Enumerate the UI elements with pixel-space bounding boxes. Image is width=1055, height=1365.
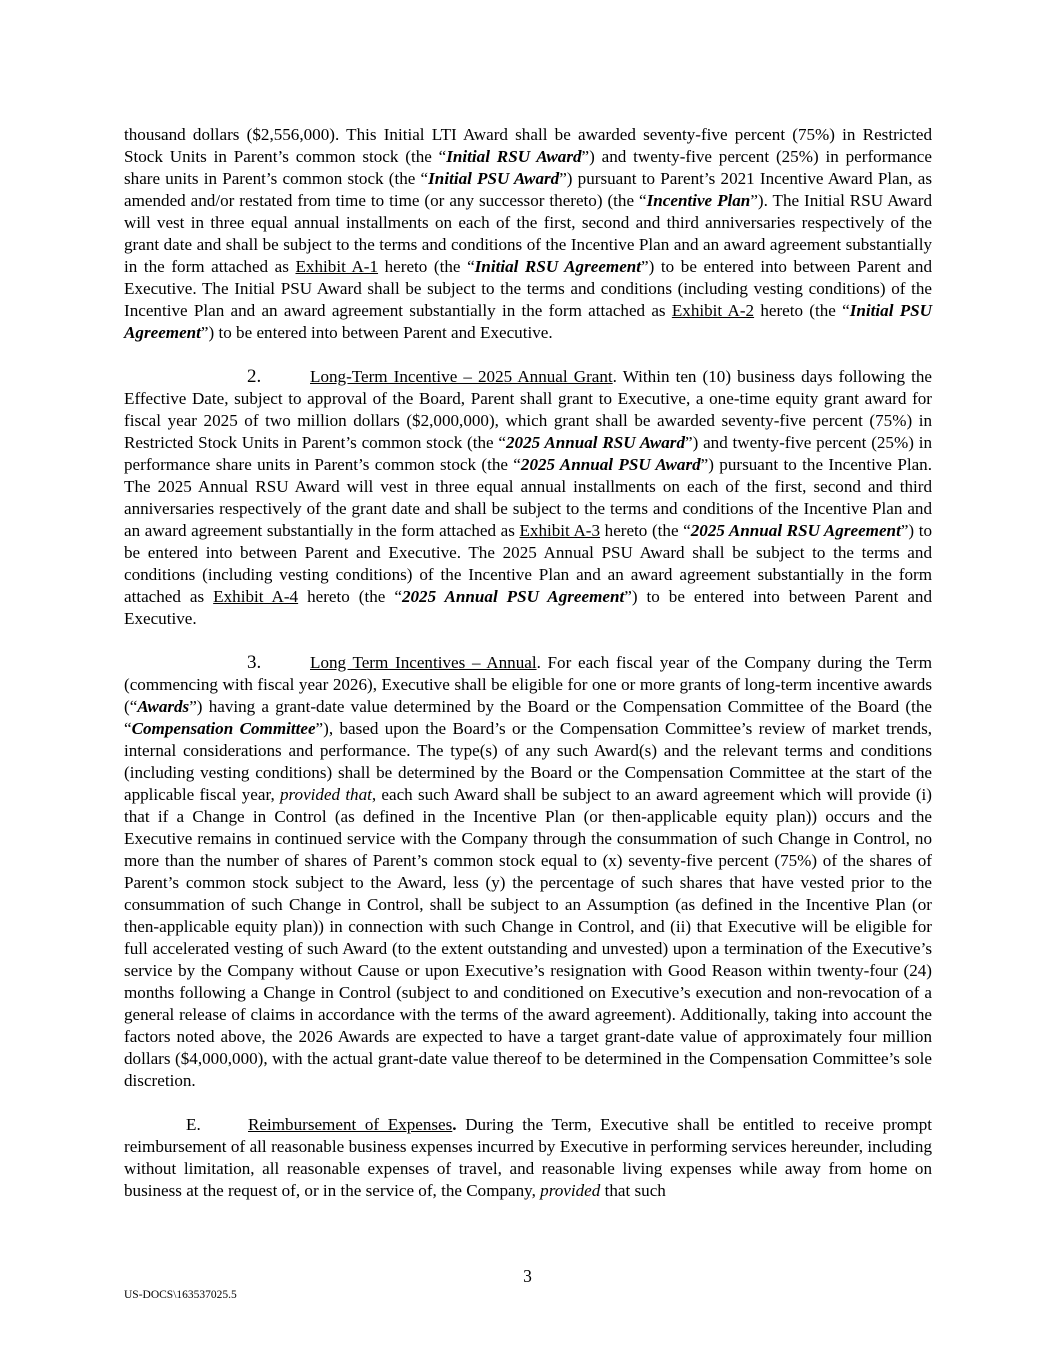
text-run: ”) to be entered into between Parent and Executive. The Initial PSU Award shall be subject to the terms and conditions (including vesting conditions) of the Incentive Plan and an award agreement substantially in the form attached as — [124, 257, 932, 320]
defined-term: Initial PSU Agreement — [124, 301, 932, 342]
italic-term: provided — [540, 1181, 601, 1200]
defined-term: Initial RSU Agreement — [474, 257, 642, 276]
text-run: ”) and twenty-five percent (25%) in performance share units in Parent’s common stock (the “ — [124, 433, 932, 474]
exhibit-reference: Exhibit A-3 — [519, 521, 601, 540]
text-run: ”) to be entered into between Parent and Executive. The 2025 Annual PSU Award shall be subject to the terms and conditions (including vesting conditions) of the Incentive Plan and an award agreement substantially in the form attached as — [124, 521, 933, 606]
defined-term: 2025 Annual RSU Award — [505, 433, 686, 452]
document-id: US-DOCS\163537025.5 — [124, 1289, 237, 1301]
page-body — [124, 124, 932, 1202]
text-run: ”) and twenty-five percent (25%) in performance share units in Parent’s common stock (the “ — [124, 147, 932, 188]
defined-term: Compensation Committee — [131, 719, 316, 738]
section-heading: Reimbursement of Expenses — [248, 1115, 453, 1134]
heading-period: . — [452, 1115, 457, 1134]
exhibit-reference: Exhibit A-2 — [671, 301, 755, 320]
section-heading: Long-Term Incentive – 2025 Annual Grant — [310, 367, 613, 386]
defined-term: 2025 Annual PSU Award — [520, 455, 701, 474]
section-annual-incentives — [124, 652, 932, 1092]
text-run: hereto (the “ — [298, 587, 402, 606]
section-number: 2. — [247, 366, 262, 387]
text-run: ”) to be entered into between Parent and Executive. — [200, 323, 553, 342]
section-2025-annual-grant — [124, 366, 932, 630]
text-run: During the Term, Executive shall be entitled to receive prompt reimbursement of all reasonable business expenses incurred by Executive in performing services hereunder, including without limitation, all reasonable expenses of travel, and reasonable living expenses while away from home on business at the request of, or in the service of, the Company, — [124, 1115, 932, 1200]
paragraph-initial-lti-award — [124, 124, 932, 344]
text-run: thousand dollars ($2,556,000). This Initial LTI Award shall be awarded seventy-five percent (75%) in Restricted Stock Units in Parent’s common stock (the “ — [124, 125, 932, 166]
text-run: hereto (the “ — [754, 301, 850, 320]
section-letter: E. — [186, 1115, 201, 1134]
text-run: ”) pursuant to Parent’s 2021 Incentive Award Plan, as amended and/or restated from time to time (or any successor thereto) (the “ — [124, 169, 933, 210]
defined-term: Initial PSU Award — [428, 169, 560, 188]
exhibit-reference: Exhibit A-1 — [295, 257, 379, 276]
section-reimbursement-of-expenses — [124, 1114, 932, 1202]
text-run: that such — [600, 1181, 666, 1200]
page-number: 3 — [523, 1266, 532, 1286]
text-run: hereto (the “ — [378, 257, 475, 276]
defined-term: Initial RSU Award — [446, 147, 582, 166]
italic-term: provided that — [279, 785, 372, 804]
section-number: 3. — [247, 652, 262, 673]
text-run: , each such Award shall be subject to an award agreement which will provide (i) that if a Change in Control (as defined in the Incentive Plan (or then-applicable equity plan)) occurs and the Executive remains in continued service with the Company through the consummation of such Change in Control, no more than the number of shares of Parent’s common stock equal to (x) seventy-five percent (75%) of the shares of Parent’s common stock subject to the Award, less (y) the percentage of such shares that have vested prior to the consummation of such Change in Control, shall be subject to an Assumption (as defined in the Incentive Plan (or then-applicable equity plan)) in connection with such Change in Control, and (ii) that Executive will be eligible for full accelerated vesting of such Award (to the extent outstanding and unvested) upon a termination of the Executive’s service by the Company without Cause or upon Executive’s resignation with Good Reason within twenty-four (24) months following a Change in Control (subject to and conditioned on Executive’s execution and non-revocation of a general release of claims in accordance with the terms of the award agreement). Additionally, taking into account the factors noted above, the 2026 Awards are expected to have a target grant-date value of approximately four million dollars ($4,000,000), with the actual grant-date value thereof to be determined in the Compensation Committee’s sole discretion. — [124, 785, 932, 1090]
text-run: ”). The Initial RSU Award will vest in three equal annual installments on each of the first, second and third anniversaries respectively of the grant date and shall be subject to the terms and conditions of the Incentive Plan and an award agreement substantially in the form attached as — [124, 191, 933, 276]
defined-term: 2025 Annual PSU Agreement — [401, 587, 625, 606]
section-heading: Long Term Incentives – Annual — [310, 653, 537, 672]
defined-term: 2025 Annual RSU Agreement — [690, 521, 901, 540]
defined-term: Awards — [137, 697, 190, 716]
text-run: . Within ten (10) business days following the Effective Date, subject to approval of the Board, Parent shall grant to Executive, a one-time equity grant award for fiscal year 2025 of two million dollars ($2,000,000), which grant shall be awarded seventy-five percent (75%) in Restricted Stock Units in Parent’s common stock (the “ — [124, 367, 932, 452]
text-run: ”) having a grant-date value determined by the Board or the Compensation Committee of the Board (the “ — [124, 697, 932, 738]
text-run: ”) pursuant to the Incentive Plan. The 2025 Annual RSU Award will vest in three equal annual installments on each of the first, second and third anniversaries respectively of the grant date and shall be subject to the terms and conditions of the Incentive Plan and an award agreement substantially in the form attached as — [124, 455, 933, 540]
text-run: hereto (the “ — [600, 521, 691, 540]
exhibit-reference: Exhibit A-4 — [213, 587, 299, 606]
defined-term: Incentive Plan — [646, 191, 751, 210]
text-run: ”), based upon the Board’s or the Compensation Committee’s review of market trends, internal considerations and performance. The type(s) of any such Award(s) and the relevant terms and conditions (including vesting conditions) shall be determined by the Board or the Compensation Committee at the start of the applicable fiscal year, — [124, 719, 932, 804]
text-run: ”) to be entered into between Parent and Executive. — [124, 587, 933, 628]
text-run: . For each fiscal year of the Company during the Term (commencing with fiscal year 2026), Executive shall be eligible for one or more grants of long-term incentive awards (“ — [124, 653, 932, 716]
